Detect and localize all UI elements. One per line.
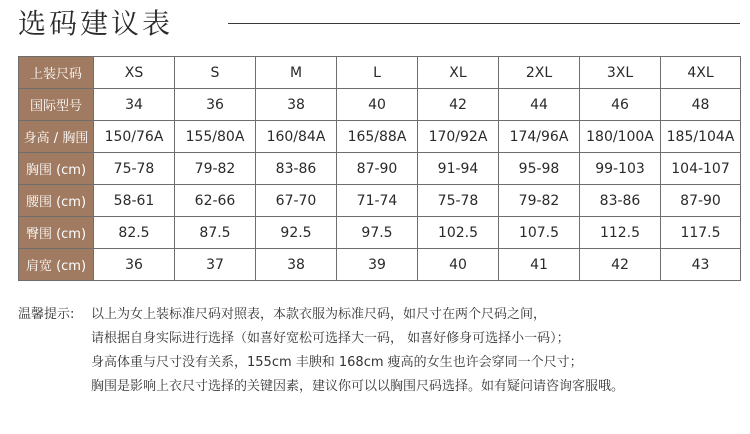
- table-cell: S: [175, 57, 256, 89]
- table-cell: 160/84A: [256, 121, 337, 153]
- table-cell: 79-82: [175, 153, 256, 185]
- table-cell: XS: [94, 57, 175, 89]
- row-header: 胸围 (cm): [19, 153, 94, 185]
- table-cell: 112.5: [580, 217, 661, 249]
- table-cell: 150/76A: [94, 121, 175, 153]
- table-cell: 40: [418, 249, 499, 281]
- table-cell: 40: [337, 89, 418, 121]
- table-cell: 92.5: [256, 217, 337, 249]
- size-chart-table: [18, 56, 741, 281]
- table-row: [19, 185, 741, 217]
- table-row: [19, 217, 741, 249]
- table-cell: 107.5: [499, 217, 580, 249]
- table-cell: 97.5: [337, 217, 418, 249]
- table-cell: 38: [256, 89, 337, 121]
- title-divider: [228, 23, 740, 24]
- row-header: 腰围 (cm): [19, 185, 94, 217]
- table-row: [19, 57, 741, 89]
- table-cell: 95-98: [499, 153, 580, 185]
- table-cell: L: [337, 57, 418, 89]
- tip-text: 身高体重与尺寸没有关系，155cm 丰腴和 168cm 瘦高的女生也许会穿同一个尺寸；: [91, 355, 583, 370]
- tip-text: 请根据自身实际进行选择（如喜好宽松可选择大一码， 如喜好修身可选择小一码）；: [91, 331, 570, 346]
- table-cell: 117.5: [661, 217, 741, 249]
- table-cell: 83-86: [580, 185, 661, 217]
- table-cell: 87-90: [661, 185, 741, 217]
- row-header: 肩宽 (cm): [19, 249, 94, 281]
- table-cell: 34: [94, 89, 175, 121]
- row-header: 国际型号: [19, 89, 94, 121]
- table-cell: 38: [256, 249, 337, 281]
- table-cell: 82.5: [94, 217, 175, 249]
- tips-label: 温馨提示:: [18, 307, 75, 322]
- table-cell: 174/96A: [499, 121, 580, 153]
- table-cell: 87-90: [337, 153, 418, 185]
- table-cell: 102.5: [418, 217, 499, 249]
- table-cell: 87.5: [175, 217, 256, 249]
- row-header: 臀围 (cm): [19, 217, 94, 249]
- table-cell: 3XL: [580, 57, 661, 89]
- tip-line: [18, 327, 624, 351]
- tip-text: 胸围是影响上衣尺寸选择的关键因素，建议你可以以胸围尺码选择。如有疑问请咨询客服哦。: [91, 379, 625, 394]
- table-cell: 36: [175, 89, 256, 121]
- tips-section: [18, 303, 624, 399]
- table-cell: 91-94: [418, 153, 499, 185]
- table-cell: 79-82: [499, 185, 580, 217]
- table-cell: 2XL: [499, 57, 580, 89]
- table-cell: 155/80A: [175, 121, 256, 153]
- table-row: [19, 153, 741, 185]
- tip-line: [18, 303, 624, 327]
- table-cell: 75-78: [418, 185, 499, 217]
- size-table-body: [19, 57, 741, 281]
- row-header: 上装尺码: [19, 57, 94, 89]
- table-cell: M: [256, 57, 337, 89]
- table-cell: 42: [418, 89, 499, 121]
- table-cell: 185/104A: [661, 121, 741, 153]
- table-cell: 170/92A: [418, 121, 499, 153]
- table-row: [19, 89, 741, 121]
- table-cell: 41: [499, 249, 580, 281]
- tip-text: 以上为女上装标准尺码对照表，本款衣服为标准尺码，如尺寸在两个尺码之间，: [91, 307, 547, 322]
- table-row: [19, 249, 741, 281]
- table-cell: 99-103: [580, 153, 661, 185]
- table-cell: 165/88A: [337, 121, 418, 153]
- table-cell: 75-78: [94, 153, 175, 185]
- table-cell: 67-70: [256, 185, 337, 217]
- table-cell: 180/100A: [580, 121, 661, 153]
- page-title: 选码建议表: [18, 7, 174, 40]
- table-cell: 36: [94, 249, 175, 281]
- tip-line: [18, 351, 624, 375]
- table-cell: XL: [418, 57, 499, 89]
- tip-line: [18, 375, 624, 399]
- table-cell: 58-61: [94, 185, 175, 217]
- table-cell: 44: [499, 89, 580, 121]
- table-cell: 104-107: [661, 153, 741, 185]
- table-cell: 71-74: [337, 185, 418, 217]
- table-cell: 43: [661, 249, 741, 281]
- table-row: [19, 121, 741, 153]
- table-cell: 4XL: [661, 57, 741, 89]
- table-cell: 42: [580, 249, 661, 281]
- table-cell: 83-86: [256, 153, 337, 185]
- table-cell: 48: [661, 89, 741, 121]
- table-cell: 37: [175, 249, 256, 281]
- table-cell: 62-66: [175, 185, 256, 217]
- table-cell: 46: [580, 89, 661, 121]
- table-cell: 39: [337, 249, 418, 281]
- row-header: 身高 / 胸围: [19, 121, 94, 153]
